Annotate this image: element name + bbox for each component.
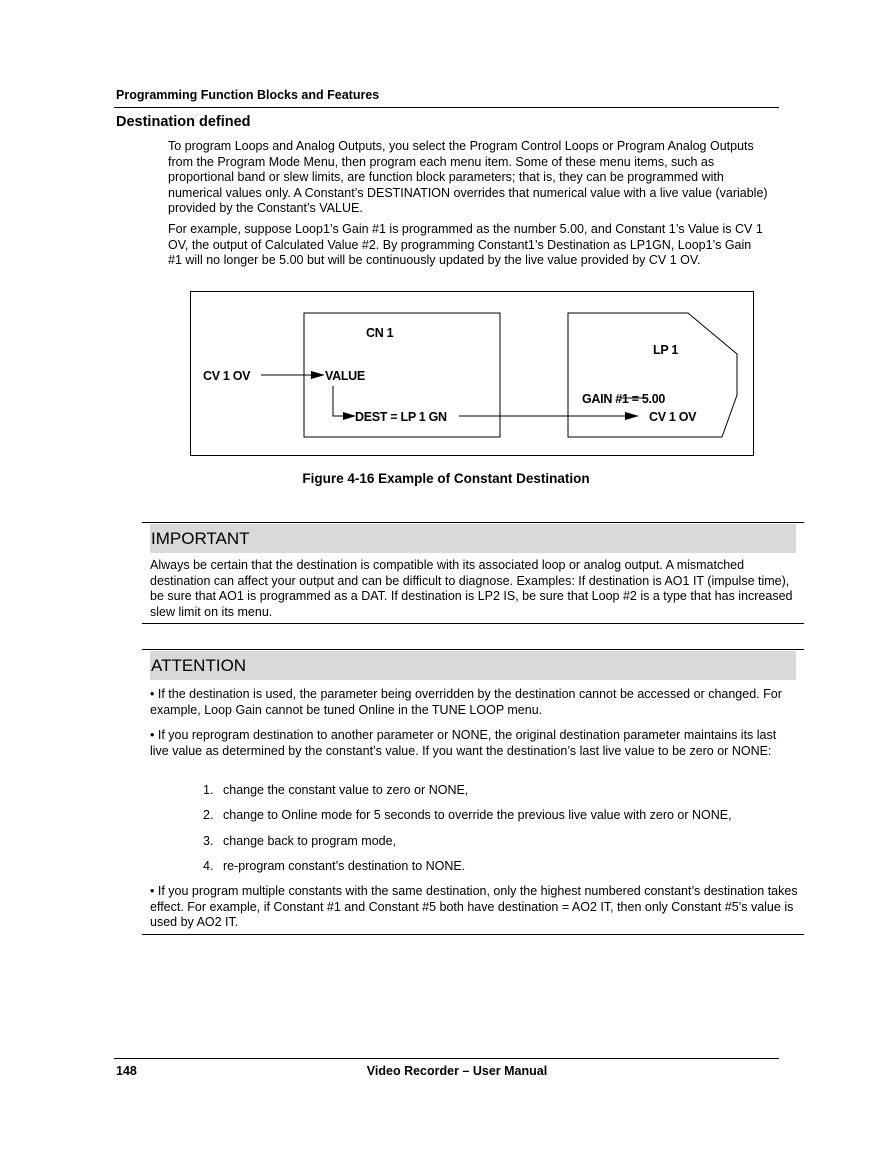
list-item xyxy=(203,783,468,799)
important-band xyxy=(150,524,796,553)
attention-bullet-1: • If the destination is used, the parameter being overridden by the destination cannot be accessed or changed. For example, Loop Gain cannot be tuned Online in the TUNE LOOP menu. xyxy=(150,687,782,717)
attention-top-rule xyxy=(142,649,804,650)
constant-destination-diagram xyxy=(190,291,754,456)
attention-band xyxy=(150,651,796,680)
important-top-rule xyxy=(142,522,804,523)
important-body: Always be certain that the destination is compatible with its associated loop or analog output. A mismatched destination can affect your output and can be difficult to diagnose. Examples: If destination is AO1 IT (impulse time), be sure that AO1 is programmed as a DAT. If destination is LP2 IS, be sure that Loop #2 is a type that has increased slew limit on its menu. xyxy=(150,558,793,619)
header-rule xyxy=(114,107,779,108)
running-header: Programming Function Blocks and Features xyxy=(116,88,380,102)
list-number: 4. xyxy=(203,859,214,873)
list-item xyxy=(203,859,465,875)
intro-paragraph: To program Loops and Analog Outputs, you select the Program Control Loops or Program Analog Outputs from the Program Mode Menu, then program each menu item. Some of these menu items, such as proportional band or slew limits, are function block parameters; that is, they can be programmed with numerical values only. A Constant’s DESTINATION overrides that numerical value with a live value (variable) provided by the Constant’s VALUE. xyxy=(168,139,768,215)
lp-label: LP 1 xyxy=(653,343,678,357)
footer-rule xyxy=(114,1058,779,1059)
list-item xyxy=(203,808,732,824)
list-number: 1. xyxy=(203,783,214,797)
important-bottom-rule xyxy=(142,623,804,624)
attention-bullet-2: • If you reprogram destination to another parameter or NONE, the original destination parameter maintains its last live value as determined by the constant’s value. If you want the destination’s last live value to be zero or NONE: xyxy=(150,728,777,758)
list-number: 2. xyxy=(203,808,214,822)
input-arrow-head xyxy=(311,371,325,379)
page-number: 148 xyxy=(116,1064,137,1078)
list-number: 3. xyxy=(203,834,214,848)
dest-label: DEST = LP 1 GN xyxy=(355,410,447,424)
list-text: change back to program mode, xyxy=(223,834,397,848)
figure-caption: Figure 4-16 Example of Constant Destination xyxy=(302,471,590,486)
cn-label: CN 1 xyxy=(366,326,394,340)
diagram-svg xyxy=(191,292,755,457)
section-title: Destination defined xyxy=(116,114,251,130)
input-label: CV 1 OV xyxy=(203,369,251,383)
value-label: VALUE xyxy=(325,369,365,383)
list-item xyxy=(203,834,396,850)
value-to-dest-line xyxy=(333,386,347,416)
list-text: change to Online mode for 5 seconds to override the previous live value with zero or NONE, xyxy=(223,808,732,822)
important-title: IMPORTANT xyxy=(151,529,250,548)
gain-label: GAIN #1 = 5.00 xyxy=(582,392,666,406)
attention-bullet-3: • If you program multiple constants with the same destination, only the highest numbered constant’s destination takes effect. For example, if Constant #1 and Constant #5 both have destination = AO2 IT, then only Constant #5’s value is used by AO2 IT. xyxy=(150,884,798,929)
footer-title: Video Recorder – User Manual xyxy=(366,1064,548,1078)
output-label: CV 1 OV xyxy=(649,410,697,424)
list-text: re-program constant’s destination to NONE. xyxy=(223,859,466,873)
example-paragraph: For example, suppose Loop1’s Gain #1 is programmed as the number 5.00, and Constant 1’s Value is CV 1 OV, the output of Calculated Value #2. By programming Constant1’s Destination as LP1GN, Loop1’s Gain #1 will no longer be 5.00 but will be continuously updated by the live value provided by CV 1 OV. xyxy=(168,222,763,267)
attention-bottom-rule xyxy=(142,934,804,935)
attention-title: ATTENTION xyxy=(151,656,247,675)
list-text: change the constant value to zero or NONE, xyxy=(223,783,469,797)
gain-arrow-head xyxy=(625,412,639,420)
